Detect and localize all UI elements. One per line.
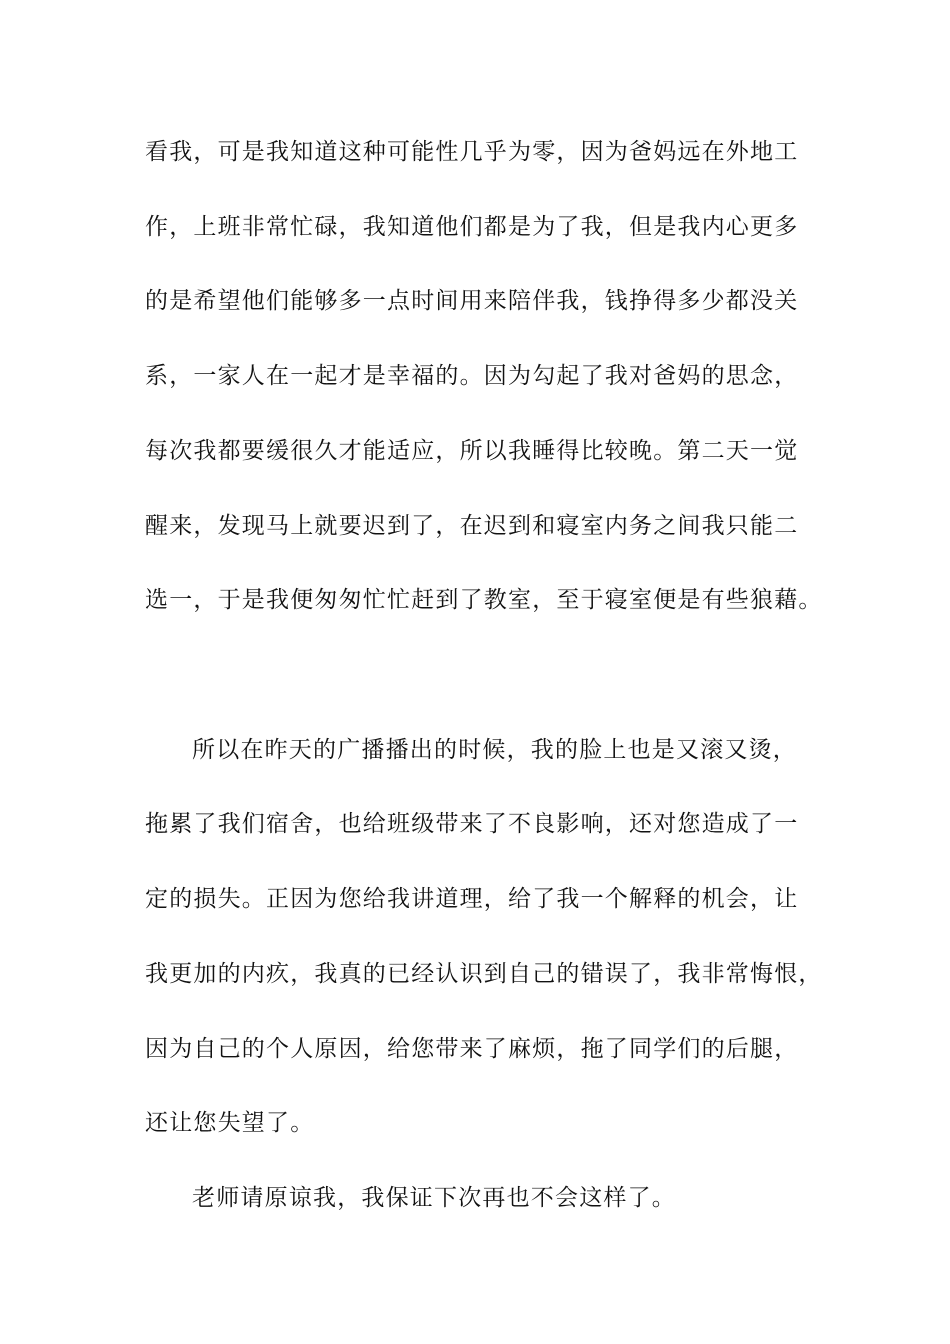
text-line: 每次我都要缓很久才能适应，所以我睡得比较晚。第二天一觉 (145, 438, 799, 464)
text-line: 选一，于是我便匆匆忙忙赶到了教室，至于寝室便是有些狼藉。 (145, 587, 823, 613)
text-line: 系，一家人在一起才是幸福的。因为勾起了我对爸妈的思念， (145, 363, 799, 389)
text-line: 醒来，发现马上就要迟到了，在迟到和寝室内务之间我只能二 (145, 513, 799, 539)
text-line: 看我，可是我知道这种可能性几乎为零，因为爸妈远在外地工 (145, 139, 799, 165)
text-line: 因为自己的个人原因，给您带来了麻烦，拖了同学们的后腿， (145, 1036, 799, 1062)
text-line: 定的损失。正因为您给我讲道理，给了我一个解释的机会，让 (145, 886, 799, 912)
text-line: 的是希望他们能够多一点时间用来陪伴我，钱挣得多少都没关 (145, 288, 799, 314)
text-line: 所以在昨天的广播播出的时候，我的脸上也是又滚又烫， (192, 737, 797, 763)
text-line: 老师请原谅我，我保证下次再也不会这样了。 (192, 1185, 676, 1211)
text-line: 拖累了我们宿舍，也给班级带来了不良影响，还对您造成了一 (145, 811, 799, 837)
text-line: 我更加的内疚，我真的已经认识到自己的错误了，我非常悔恨， (145, 961, 823, 987)
text-line: 作，上班非常忙碌，我知道他们都是为了我，但是我内心更多 (145, 214, 799, 240)
text-line: 还让您失望了。 (145, 1110, 315, 1136)
